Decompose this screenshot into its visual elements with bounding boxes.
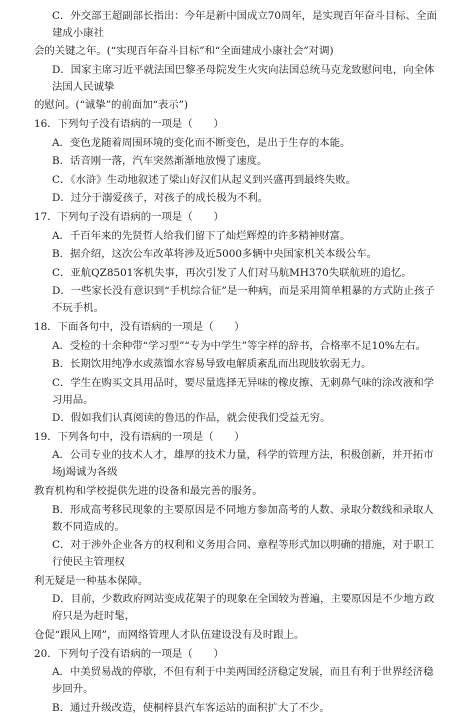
option-b-q20: B．通过升级改造，使桐梓县汽车客运站的面积扩大了不少。 — [52, 701, 330, 714]
option-d-q19-cont: 仓促“跟风上网”，而网络管理人才队伍建设没有及时跟上。 — [34, 629, 305, 642]
option-c-q15-cont: 会的关键之年。(“实现百年奋斗目标”和“全面建成小康社会”对调) — [34, 45, 334, 58]
option-c-q19: C．对于涉外企业各方的权利和义务用合同、章程等形式加以明确的措施，对于职工行使民主管理权 — [52, 539, 435, 569]
option-c-q16: C．《水浒》生动地叙述了梁山好汉们从起义到兴盛再到最终失败。 — [52, 173, 357, 186]
option-d-q17: D．一些家长没有意识到“手机综合征”是一种病，而是采用简单粗暴的方式防止孩子不玩手机。 — [52, 285, 435, 315]
option-d-q15: D．国家主席习近平就法国巴黎圣母院发生火灾向法国总统马克龙致慰问电，向全体法国人民诚挚 — [52, 63, 435, 93]
option-a-q20: A．中美贸易战的停歇，不但有利于中美两国经济稳定发展，而且有利于世界经济稳步回升。 — [52, 666, 434, 696]
option-a-q19-cont: 教育机构和学校提供先进的设备和最完善的服务。 — [34, 485, 263, 498]
option-a-q19: A．公司专业的技术人才，雄厚的技术力量，科学的管理方法，积极创新，并开拓市场j竭诚为各级 — [52, 449, 434, 479]
option-d-q18: D．假如我们认真阅读的鲁迅的作品，就会使我们受益无穷。 — [52, 412, 331, 425]
question-20: 20．下列句子没有语病的一项是（ ） — [34, 647, 224, 660]
question-18: 18．下面各句中，没有语病的一项是（ ） — [34, 320, 245, 333]
option-b-q16: B．话音刚一落，汽车突然渐渐地放慢了速度。 — [52, 155, 268, 168]
option-b-q18: B．长期饮用纯净水或蒸馏水容易导致电解质紊乱而出现肢软弱无力。 — [52, 358, 372, 371]
option-a-q16: A．变色龙随着周围环境的变化而不断变色，是出于生存的本能。 — [52, 136, 351, 149]
option-a-q18: A．受检的十余种带“学习型”“专为中学生”等字样的辞书，合格率不足10%左右。 — [52, 339, 426, 352]
option-c-q17: C．亚航QZ8501客机失事，再次引发了人们对马航MH370失联航班的追忆。 — [52, 266, 412, 279]
option-d-q19: D．目前，少数政府网站变成花架子的现象在全国较为普遍，主要原因是不少地方政府只是为赶时髦， — [52, 593, 435, 623]
question-19: 19．下列各句中，没有语病的一项是（ ） — [34, 430, 245, 443]
option-c-q19-cont: 利无疑是一种基本保障。 — [34, 574, 149, 587]
question-17: 17．下列句子没有语病的一项是（ ） — [34, 210, 224, 223]
option-d-q16: D．过分于溺爱孩子，对孩子的成长极为不利。 — [52, 192, 269, 205]
option-b-q19: B．形成高考移民现象的主要原因是不同地方参加高考的人数、录取分数线和录取人数不同造成的。 — [52, 503, 434, 533]
option-c-q18: C．学生在购买文具用品时，要尽量选择无异味的橡皮擦、无刺鼻气味的涂改液和学习用品。 — [52, 376, 435, 406]
question-16: 16．下列句子没有语病的一项是（ ） — [34, 117, 224, 130]
option-c-q15: C．外交部王超副部长指出：今年是新中国成立70周年，是实现百年奋斗目标、全面建成小康社 — [52, 9, 437, 39]
option-d-q15-cont: 的慰问。(“诚挚”的前面加“表示”) — [34, 99, 189, 112]
option-a-q17: A．千百年来的先贤哲人给我们留下了灿烂辉煌的许多精神财富。 — [52, 229, 351, 242]
option-b-q17: B．据介绍，这次公车改革将涉及近5000多辆中央国家机关本级公车。 — [52, 248, 378, 261]
